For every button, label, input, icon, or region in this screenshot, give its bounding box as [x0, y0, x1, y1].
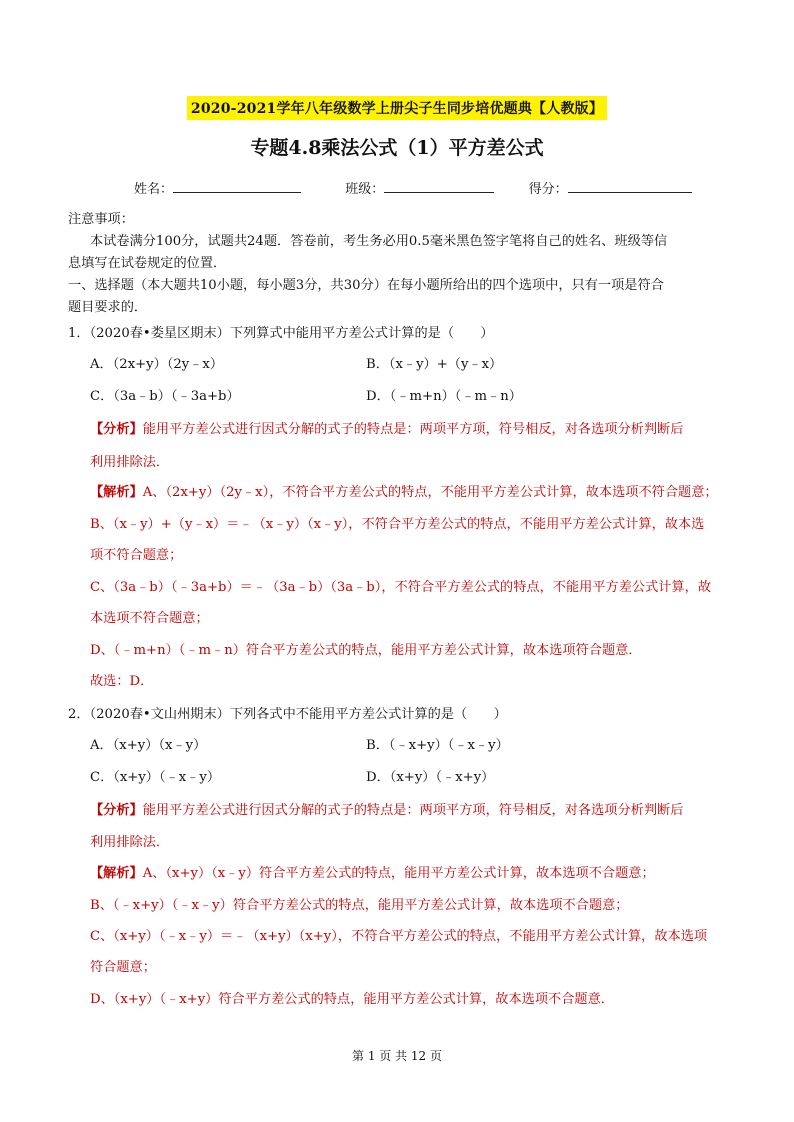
class-label: 班级：: [345, 182, 385, 197]
score-blank: [568, 180, 692, 193]
header-text: 2020-2021学年八年级数学上册尖子生同步培优题典【人教版】: [187, 96, 607, 120]
notice-heading: 注意事项：: [68, 212, 134, 227]
q2-solution-tag: 【解析】: [90, 866, 143, 881]
q2-solution-line-5: D、（x+y）（﹣x+y）符合平方差公式的特点，能用平方差公式计算，故本选项不合题意．: [90, 992, 614, 1007]
q1-solution-line-4: C、（3a﹣b）（﹣3a+b）＝﹣（3a﹣b）（3a﹣b），不符合平方差公式的特点，不能用平方差公式计算，故: [90, 580, 712, 595]
q2-solution-line-2: B、（﹣x+y）（﹣x﹣y）符合平方差公式的特点，能用平方差公式计算，故本选项不合题意；: [90, 898, 629, 913]
q1-stem: 1．（2020春•娄星区期末）下列算式中能用平方差公式计算的是（ ）: [68, 326, 494, 341]
q2-analysis-tag: 【分析】: [90, 803, 143, 818]
q1-solution-tag: 【解析】: [90, 485, 143, 500]
q1-solution: [90, 481, 718, 500]
class-blank: [384, 180, 494, 193]
q2-analysis-text-1: 能用平方差公式进行因式分解的式子的特点是：两项平方项，符号相反，对各选项分析判断后: [142, 803, 684, 818]
section-line-1: 一、选择题（本大题共10小题，每小题3分，共30分）在每小题所给出的四个选项中，只有一项是符合: [68, 278, 664, 293]
q1-option-d: D．（﹣m+n）（﹣m﹣n）: [366, 389, 522, 404]
q2-option-c: C．（x+y）（﹣x﹣y）: [90, 770, 221, 785]
q1-solution-line-1: A、（2x+y）（2y﹣x），不符合平方差公式的特点，不能用平方差公式计算，故本选项不符合题意；: [142, 485, 718, 500]
score-label: 得分：: [528, 182, 568, 197]
q1-solution-line-2: B、（x﹣y）+（y﹣x）＝﹣（x﹣y）（x﹣y），不符合平方差公式的特点，不能用平方差公式计算，故本选: [90, 517, 705, 532]
q1-analysis: [90, 418, 683, 437]
q2-analysis-text-2: 利用排除法．: [90, 835, 170, 850]
q2-solution-line-4: 符合题意；: [90, 960, 156, 975]
q2-option-d: D．（x+y）（﹣x+y）: [366, 770, 495, 785]
name-blank: [173, 180, 301, 193]
page-title: 专题4.8乘法公式（1）平方差公式: [250, 137, 544, 159]
q1-analysis-tag: 【分析】: [90, 422, 143, 437]
q1-solution-line-5: 本选项不符合题意；: [90, 611, 209, 626]
q1-option-b: B．（x﹣y）+（y﹣x）: [366, 357, 503, 372]
q1-analysis-text-2: 利用排除法．: [90, 455, 170, 470]
q1-solution-line-3: 项不符合题意；: [90, 548, 183, 563]
name-label: 姓名：: [134, 182, 174, 197]
header-banner: [0, 96, 794, 120]
q1-answer: 故选：D．: [90, 674, 154, 689]
q1-option-a: A．（2x+y）（2y﹣x）: [90, 357, 224, 372]
notice-line-1: 本试卷满分100分，试题共24题．答卷前，考生务必用0.5毫米黑色签字笔将自己的姓名、班级等信: [90, 234, 668, 249]
q1-option-c: C．（3a﹣b）（﹣3a+b）: [90, 389, 240, 404]
student-info-row: [134, 178, 694, 197]
q2-analysis: [90, 799, 683, 818]
q1-analysis-text-1: 能用平方差公式进行因式分解的式子的特点是：两项平方项，符号相反，对各选项分析判断后: [142, 422, 684, 437]
page-footer: 第 1 页 共 12 页: [352, 1049, 442, 1063]
section-line-2: 题目要求的．: [68, 300, 148, 315]
q2-solution-line-3: C、（x+y）（﹣x﹣y）＝﹣（x+y）（x+y），不符合平方差公式的特点，不能用平方差公式计算，故本选项: [90, 929, 708, 944]
q2-option-a: A．（x+y）（x﹣y）: [90, 738, 207, 753]
q2-solution: [90, 862, 655, 881]
q2-option-b: B．（﹣x+y）（﹣x﹣y）: [366, 738, 509, 753]
q1-solution-line-6: D、（﹣m+n）（﹣m﹣n）符合平方差公式的特点，能用平方差公式计算，故本选项符合题意．: [90, 643, 642, 658]
q2-stem: 2．（2020春•文山州期末）下列各式中不能用平方差公式计算的是（ ）: [68, 707, 507, 722]
q2-solution-line-1: A、（x+y）（x﹣y）符合平方差公式的特点，能用平方差公式计算，故本选项不合题意；: [142, 866, 655, 881]
notice-line-2: 息填写在试卷规定的位置．: [68, 256, 227, 271]
